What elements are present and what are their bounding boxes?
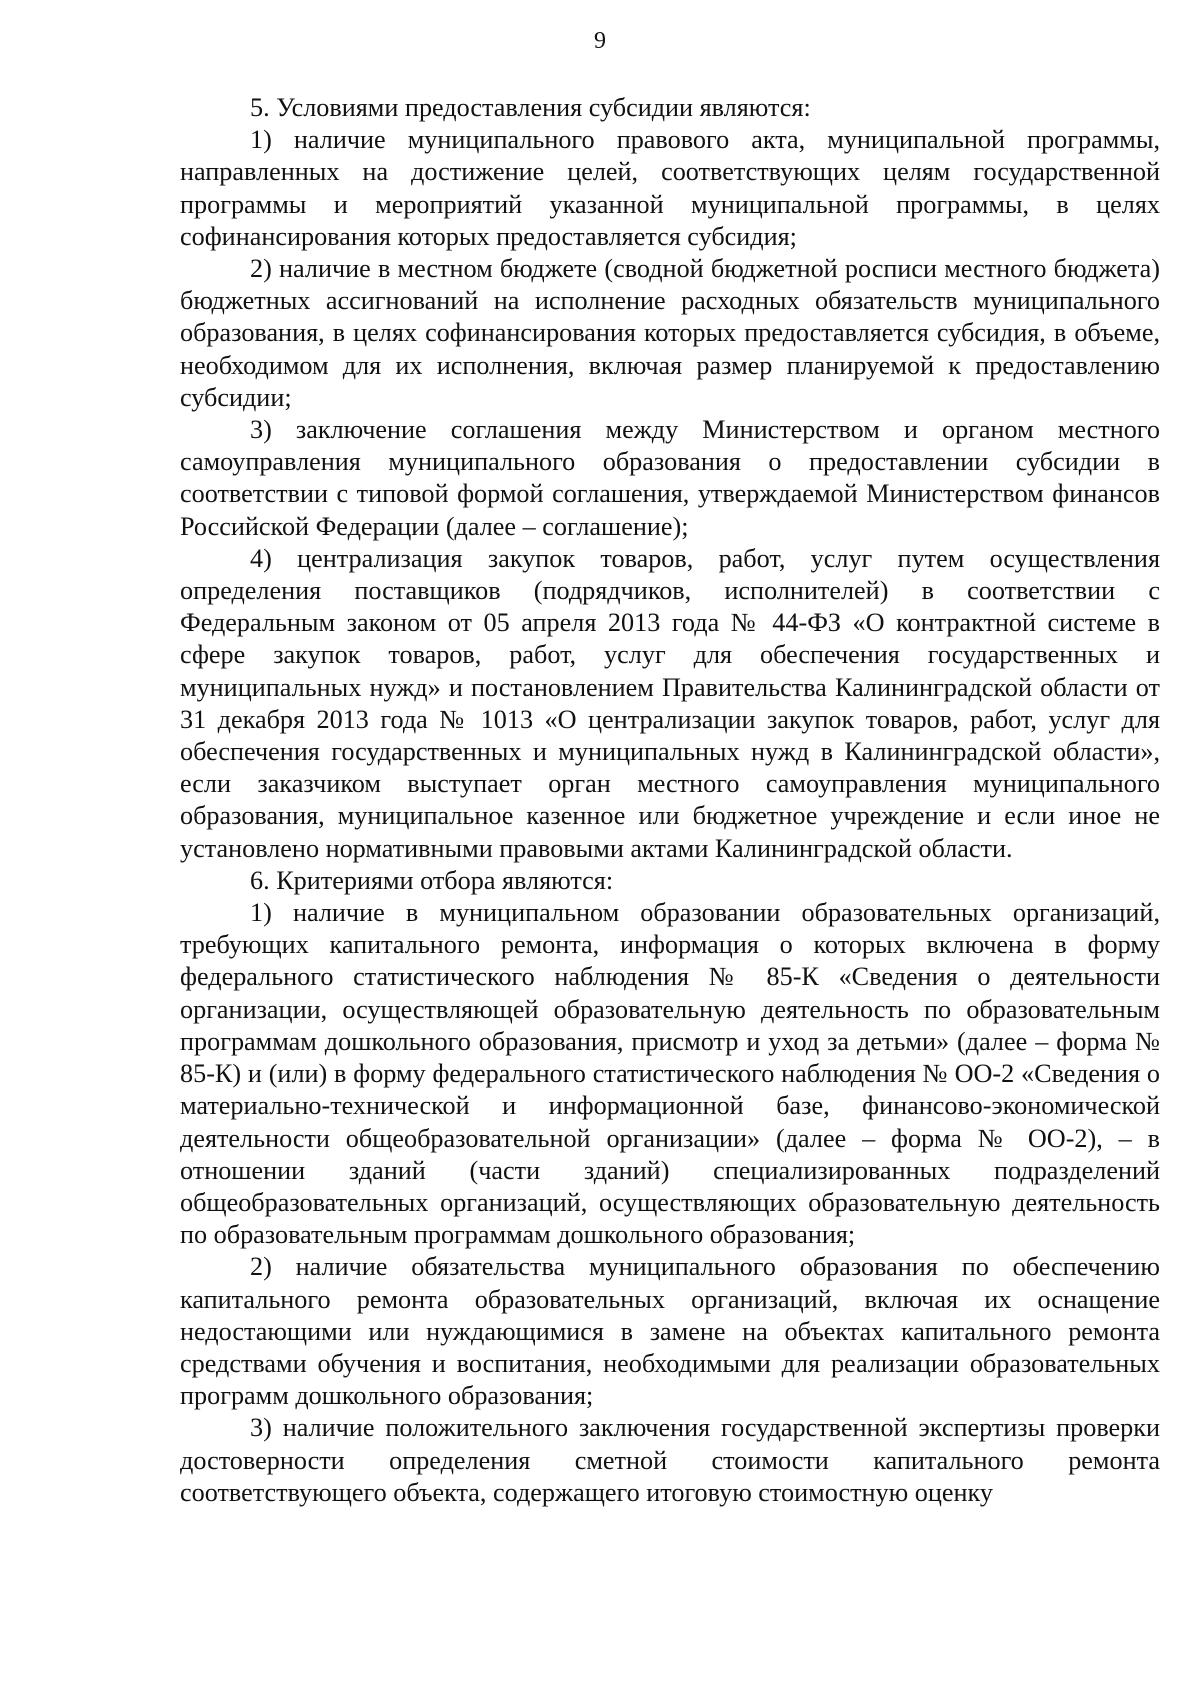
paragraph-5-item-3: 3) заключение соглашения между Министерством и органом местного самоуправления муниципального образования о предоставлении субсидии в соответствии с типовой формой соглашения, утверждаемой Министерством финансов Российской Федерации (далее – соглашение); [180,415,1160,541]
paragraph-6-heading: 6. Критериями отбора являются: [250,865,614,895]
page-number: 9 [594,28,606,54]
paragraph-5-item-1: 1) наличие муниципального правового акта, муниципальной программы, направленных на достижение целей, соответствующих целям государственной программы и мероприятий указанной муниципальной программы, в целях софинансирования которых предоставляется субсидия; [180,125,1160,251]
paragraph-6-item-3: 3) наличие положительного заключения государственной экспертизы проверки достоверности определения сметной стоимости капитального ремонта соответствующего объекта, содержащего итоговую стоимостную оценку [180,1413,1160,1507]
paragraph-5-item-4: 4) централизация закупок товаров, работ, услуг путем осуществления определения поставщиков (подрядчиков, исполнителей) в соответствии с Федеральным законом от 05 апреля 2013 года № 44-ФЗ «О контрактной системе в сфере закупок товаров, работ, услуг для обеспечения государственных и муниципальных нужд» и постановлением Правительства Калининградской области от 31 декабря 2013 года № 1013 «О централизации закупок товаров, работ, услуг для обеспечения государственных и муниципальных нужд в Калининградской области», если заказчиком выступает орган местного самоуправления муниципального образования, муниципальное казенное или бюджетное учреждение и если иное не установлено нормативными правовыми актами Калининградской области. [180,543,1160,863]
paragraph-6-item-2: 2) наличие обязательства муниципального образования по обеспечению капитального ремонта образовательных организаций, включая их оснащение недостающими или нуждающимися в замене на объектах капитального ремонта средствами обучения и воспитания, необходимыми для реализации образовательных программ дошкольного образования; [180,1252,1160,1411]
paragraph-5-heading: 5. Условиями предоставления субсидии являются: [250,93,811,122]
paragraph-5-item-2: 2) наличие в местном бюджете (сводной бюджетной росписи местного бюджета) бюджетных ассигнований на исполнение расходных обязательств муниципального образования, в целях софинансирования которых предоставляется субсидия, в объеме, необходимом для их исполнения, включая размер планируемой к предоставлению субсидии; [180,254,1160,412]
document-body [180,92,1160,1509]
paragraph-6-item-1: 1) наличие в муниципальном образовании образовательных организаций, требующих капитального ремонта, информация о которых включена в форму федерального статистического наблюдения № 85-К «Сведения о деятельности организации, осуществляющей образовательную деятельность по образовательным программам дошкольного образования, присмотр и уход за детьми» (далее – форма № 85-К) и (или) в форму федерального статистического наблюдения № ОО-2 «Сведения о материально-технической и информационной базе, финансово-экономической деятельности общеобразовательной организации» (далее – форма № ОО-2), – в отношении зданий (части зданий) специализированных подразделений общеобразовательных организаций, осуществляющих образовательную деятельность по образовательным программам дошкольного образования; [180,898,1160,1250]
